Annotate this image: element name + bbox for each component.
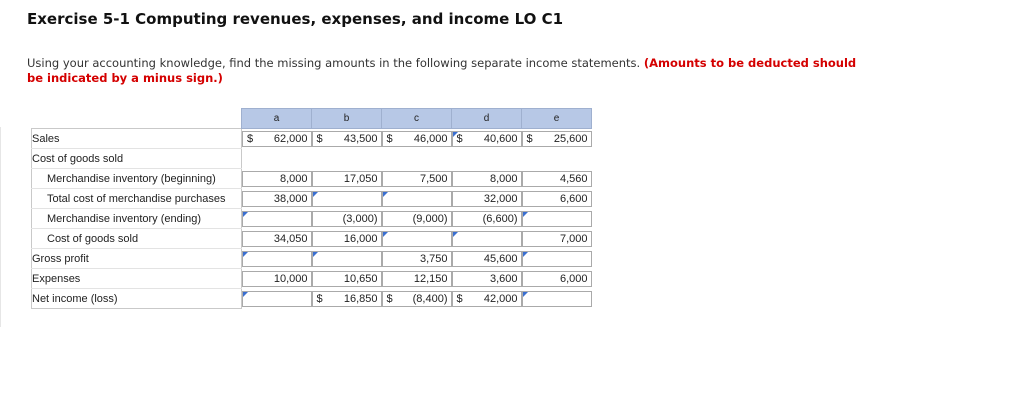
amount-cell [522,231,592,247]
answer-input[interactable] [312,251,382,267]
currency-symbol: $ [386,292,393,305]
amount-value: (6,600) [482,212,518,225]
row-label: Merchandise inventory (ending) [32,209,242,229]
amount-value: 3,750 [419,252,448,265]
amount-cell [382,211,452,227]
row-label: Total cost of merchandise purchases [32,189,242,209]
amount-cell [242,171,312,187]
amount-value: 32,000 [483,192,518,205]
amount-value: (3,000) [342,212,378,225]
amount-value: 12,150 [413,272,448,285]
amount-cell [242,131,312,147]
column-header-row [32,109,592,129]
amount-value: 10,650 [343,272,378,285]
amount-cell [312,271,382,287]
instructions-note: (Amounts to be deducted should be indicated by a minus sign.) [27,56,857,85]
answer-input[interactable] [382,191,452,207]
answer-input[interactable] [522,211,592,227]
table-row [32,289,592,309]
amount-cell [452,211,522,227]
amount-value: 46,000 [413,132,448,145]
amount-value: 45,600 [483,252,518,265]
currency-symbol: $ [316,292,323,305]
table-row [32,209,592,229]
amount-cell [242,231,312,247]
column-header-e: e [522,109,592,129]
row-label: Sales [32,129,242,149]
amount-cell [522,271,592,287]
amount-cell [382,291,452,307]
instructions [27,56,857,86]
table-row [32,249,592,269]
amount-cell [312,131,382,147]
amount-cell [522,191,592,207]
amount-value: 8,000 [489,172,518,185]
currency-symbol: $ [316,132,323,145]
amount-cell [382,131,452,147]
column-header-c: c [382,109,452,129]
amount-cell [452,171,522,187]
table-row [32,189,592,209]
currency-symbol: $ [456,132,463,145]
amount-cell [522,131,592,147]
row-label: Expenses [32,269,242,289]
income-statement-table [31,108,592,309]
answer-input[interactable] [522,251,592,267]
answer-input[interactable] [242,211,312,227]
amount-value: 25,600 [553,132,588,145]
answer-input[interactable] [382,231,452,247]
amount-cell [242,191,312,207]
amount-value: 38,000 [273,192,308,205]
answer-input[interactable] [522,291,592,307]
answer-input[interactable] [242,251,312,267]
amount-value: 17,050 [343,172,378,185]
currency-symbol: $ [456,292,463,305]
amount-value: 10,000 [273,272,308,285]
amount-value: 40,600 [483,132,518,145]
table-row [32,149,592,169]
amount-cell [522,171,592,187]
amount-cell [452,251,522,267]
amount-cell [312,171,382,187]
answer-input[interactable] [312,191,382,207]
currency-symbol: $ [386,132,393,145]
amount-cell [312,231,382,247]
currency-symbol: $ [247,132,254,145]
instructions-text: Using your accounting knowledge, find the missing amounts in the following separate income statements. [27,56,644,70]
column-header-a: a [242,109,312,129]
amount-value: 16,000 [343,232,378,245]
currency-symbol: $ [526,132,533,145]
amount-value: 62,000 [273,132,308,145]
table-row [32,229,592,249]
row-label: Cost of goods sold [32,229,242,249]
amount-value: 16,850 [343,292,378,305]
amount-value: 34,050 [273,232,308,245]
table-row [32,269,592,289]
amount-value: (9,000) [412,212,448,225]
column-header-d: d [452,109,522,129]
row-label: Gross profit [32,249,242,269]
table-row [32,129,592,149]
amount-value: 8,000 [279,172,308,185]
answer-input[interactable] [452,131,522,147]
amount-cell [452,271,522,287]
amount-cell [452,291,522,307]
amount-value: 4,560 [559,172,588,185]
column-header-b: b [312,109,382,129]
amount-value: 7,000 [559,232,588,245]
amount-value: 7,500 [419,172,448,185]
amount-cell [242,271,312,287]
row-label: Cost of goods sold [32,149,242,169]
amount-value: 42,000 [483,292,518,305]
exercise-title: Exercise 5-1 Computing revenues, expenses, and income LO C1 [27,10,564,28]
amount-cell [452,191,522,207]
amount-value: 43,500 [343,132,378,145]
amount-value: 3,600 [489,272,518,285]
amount-value: (8,400) [412,292,448,305]
amount-cell [382,171,452,187]
amount-cell [312,211,382,227]
amount-cell [382,251,452,267]
answer-input[interactable] [242,291,312,307]
answer-input[interactable] [452,231,522,247]
amount-value: 6,000 [559,272,588,285]
left-divider [0,127,4,327]
amount-cell [312,291,382,307]
table-row [32,169,592,189]
amount-cell [382,271,452,287]
amount-value: 6,600 [559,192,588,205]
row-label: Net income (loss) [32,289,242,309]
row-label: Merchandise inventory (beginning) [32,169,242,189]
